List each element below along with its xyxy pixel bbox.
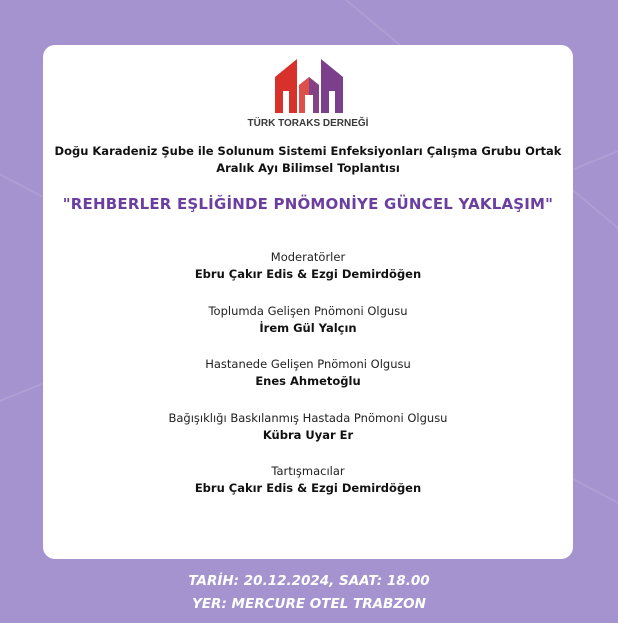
program-item-moderators [43, 249, 573, 283]
program-item-label: Toplumda Gelişen Pnömoni Olgusu [208, 304, 408, 318]
subtitle-line-2: Aralık Ayı Bilimsel Toplantısı [216, 161, 400, 175]
program-item-name: Ebru Çakır Edis & Ezgi Demirdöğen [194, 267, 422, 281]
invitation-card [43, 45, 573, 559]
subtitle-line-1: Doğu Karadeniz Şube ile Solunum Sistemi Enfeksiyonları Çalışma Grubu Ortak [54, 144, 562, 158]
program-item-name: Kübra Uyar Er [262, 428, 354, 442]
program-item-hospital-pneumonia [43, 356, 573, 390]
program-item-name: Ebru Çakır Edis & Ezgi Demirdöğen [194, 481, 422, 495]
event-subtitle [43, 143, 573, 177]
program-item-label: Tartışmacılar [271, 464, 345, 478]
event-title: "REHBERLER EŞLİĞİNDE PNÖMONİYE GÜNCEL YAKLAŞIM" [62, 195, 554, 213]
organization-name: TÜRK TORAKS DERNEĞİ [247, 118, 369, 129]
event-date-time: TARİH: 20.12.2024, SAAT: 18.00 [188, 573, 430, 589]
program-item-label: Moderatörler [270, 250, 346, 264]
program-item-name: Enes Ahmetoğlu [255, 374, 361, 388]
program-item-community-pneumonia [43, 303, 573, 337]
program-item-label: Hastanede Gelişen Pnömoni Olgusu [205, 357, 411, 371]
program-item-label: Bağışıklığı Baskılanmış Hastada Pnömoni Olgusu [168, 411, 448, 425]
program-item-immunocompromised-pneumonia [43, 410, 573, 444]
program-item-discussants [43, 463, 573, 497]
turk-toraks-logo-icon [271, 55, 347, 115]
event-venue: YER: MERCURE OTEL TRABZON [192, 596, 426, 612]
program-item-name: İrem Gül Yalçın [259, 321, 357, 335]
